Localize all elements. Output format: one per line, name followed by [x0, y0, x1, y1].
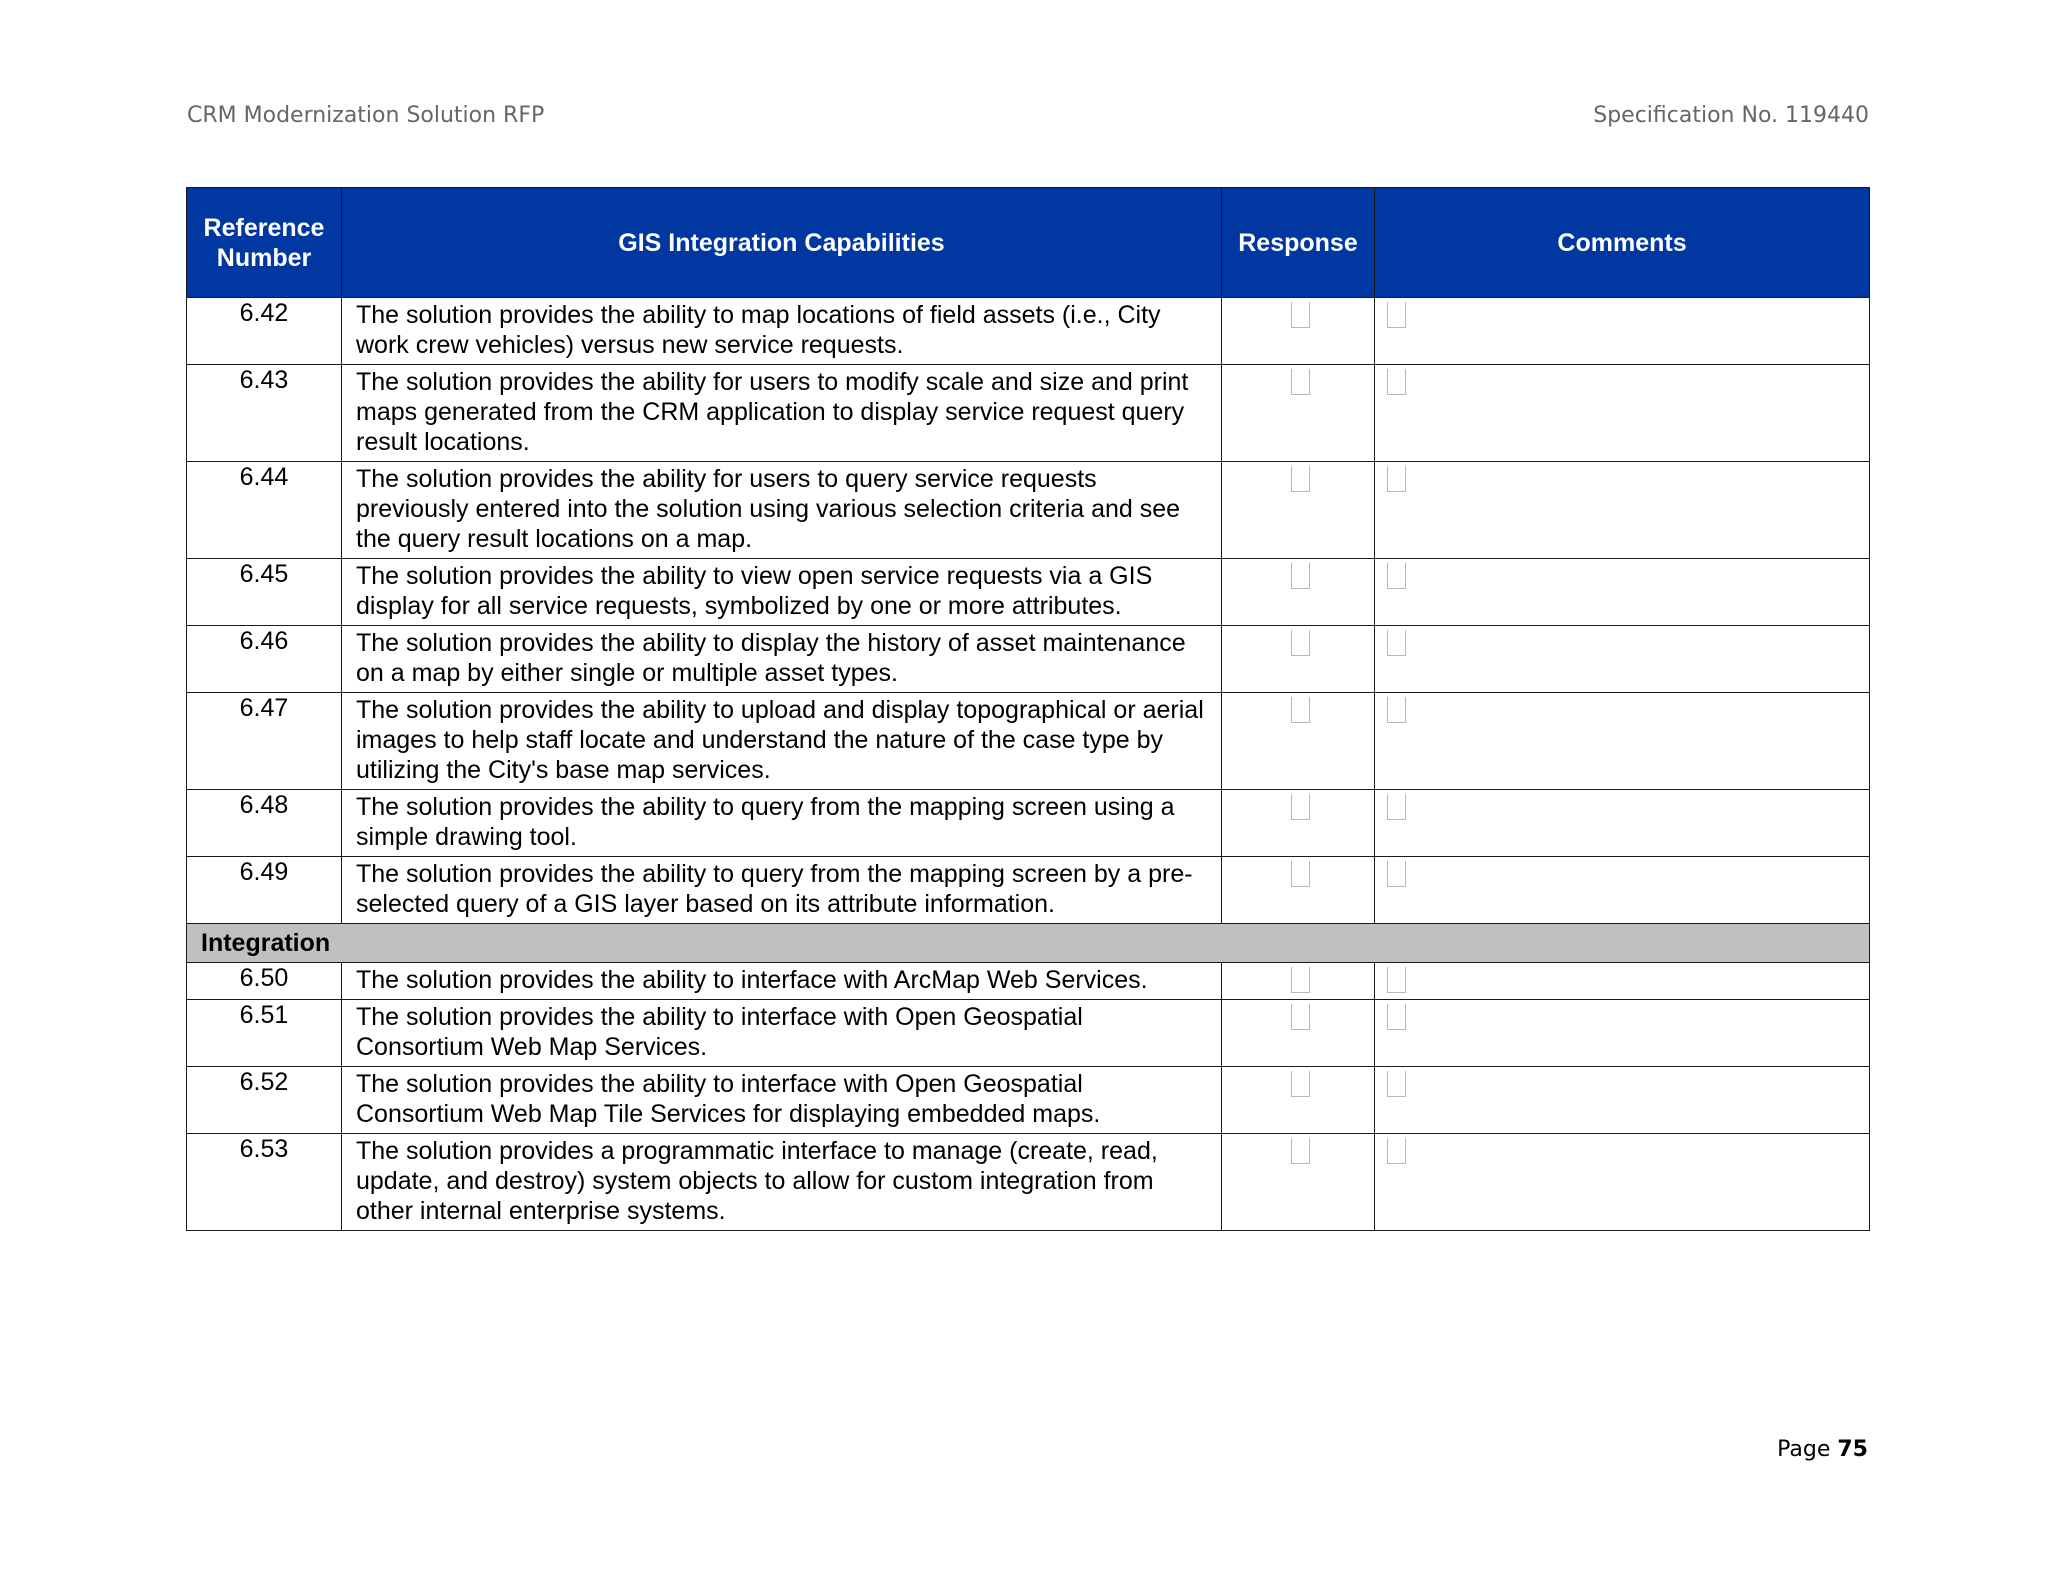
requirement-text: The solution provides the ability for users to modify scale and size and print maps generated from the CRM application to display service request query result locations.	[342, 365, 1222, 462]
column-header-comments: Comments	[1375, 188, 1870, 298]
response-field[interactable]	[1291, 466, 1310, 492]
requirement-text: The solution provides a programmatic interface to manage (create, read, update, and destroy) system objects to allow for custom integration from other internal enterprise systems.	[342, 1134, 1222, 1231]
table-row	[187, 790, 1870, 857]
table-row	[187, 1134, 1870, 1231]
comments-field[interactable]	[1387, 697, 1406, 723]
comments-cell[interactable]	[1375, 1067, 1870, 1134]
reference-number: 6.43	[187, 365, 342, 462]
comments-cell[interactable]	[1375, 1000, 1870, 1067]
page-label: Page	[1777, 1437, 1831, 1462]
response-field[interactable]	[1291, 697, 1310, 723]
column-header-reference: Reference Number	[187, 188, 342, 298]
response-cell[interactable]	[1222, 462, 1375, 559]
page-number	[1777, 1437, 1868, 1462]
response-cell[interactable]	[1222, 626, 1375, 693]
table-row	[187, 1000, 1870, 1067]
column-header-capabilities: GIS Integration Capabilities	[342, 188, 1222, 298]
comments-cell[interactable]	[1375, 365, 1870, 462]
reference-number: 6.48	[187, 790, 342, 857]
response-field[interactable]	[1291, 630, 1310, 656]
page-number-value: 75	[1837, 1437, 1868, 1462]
comments-cell[interactable]	[1375, 626, 1870, 693]
comments-cell[interactable]	[1375, 462, 1870, 559]
comments-cell[interactable]	[1375, 298, 1870, 365]
comments-cell[interactable]	[1375, 693, 1870, 790]
comments-field[interactable]	[1387, 861, 1406, 887]
comments-field[interactable]	[1387, 369, 1406, 395]
requirement-text: The solution provides the ability to upload and display topographical or aerial images to help staff locate and understand the nature of the case type by utilizing the City's base map services.	[342, 693, 1222, 790]
table-row	[187, 559, 1870, 626]
table-row	[187, 963, 1870, 1000]
response-cell[interactable]	[1222, 857, 1375, 924]
response-field[interactable]	[1291, 1004, 1310, 1030]
reference-number: 6.53	[187, 1134, 342, 1231]
requirement-text: The solution provides the ability to query from the mapping screen by a pre-selected query of a GIS layer based on its attribute information.	[342, 857, 1222, 924]
requirement-text: The solution provides the ability to interface with ArcMap Web Services.	[342, 963, 1222, 1000]
comments-cell[interactable]	[1375, 1134, 1870, 1231]
specification-number: Specification No. 119440	[1593, 103, 1869, 128]
document-header-title: CRM Modernization Solution RFP	[187, 103, 545, 128]
requirement-text: The solution provides the ability to interface with Open Geospatial Consortium Web Map Services.	[342, 1000, 1222, 1067]
requirement-text: The solution provides the ability to query from the mapping screen using a simple drawing tool.	[342, 790, 1222, 857]
comments-field[interactable]	[1387, 1071, 1406, 1097]
comments-cell[interactable]	[1375, 790, 1870, 857]
requirement-text: The solution provides the ability to view open service requests via a GIS display for all service requests, symbolized by one or more attributes.	[342, 559, 1222, 626]
response-cell[interactable]	[1222, 790, 1375, 857]
comments-cell[interactable]	[1375, 857, 1870, 924]
table-header-row	[187, 188, 1870, 298]
response-cell[interactable]	[1222, 693, 1375, 790]
table-row	[187, 626, 1870, 693]
reference-number: 6.52	[187, 1067, 342, 1134]
table-row	[187, 1067, 1870, 1134]
reference-number: 6.49	[187, 857, 342, 924]
comments-field[interactable]	[1387, 630, 1406, 656]
response-cell[interactable]	[1222, 963, 1375, 1000]
table-row	[187, 298, 1870, 365]
section-row	[187, 924, 1870, 963]
response-field[interactable]	[1291, 967, 1310, 993]
column-header-response: Response	[1222, 188, 1375, 298]
comments-field[interactable]	[1387, 794, 1406, 820]
response-cell[interactable]	[1222, 1067, 1375, 1134]
table-row	[187, 365, 1870, 462]
table-row	[187, 693, 1870, 790]
comments-field[interactable]	[1387, 967, 1406, 993]
integration-section	[187, 924, 1870, 963]
response-cell[interactable]	[1222, 559, 1375, 626]
response-field[interactable]	[1291, 1138, 1310, 1164]
gis-requirements-group	[187, 298, 1870, 924]
response-cell[interactable]	[1222, 1134, 1375, 1231]
reference-number: 6.42	[187, 298, 342, 365]
response-cell[interactable]	[1222, 365, 1375, 462]
integration-requirements-group	[187, 963, 1870, 1231]
comments-field[interactable]	[1387, 1004, 1406, 1030]
requirement-text: The solution provides the ability to interface with Open Geospatial Consortium Web Map Tile Services for displaying embedded maps.	[342, 1067, 1222, 1134]
comments-field[interactable]	[1387, 1138, 1406, 1164]
reference-number: 6.50	[187, 963, 342, 1000]
requirement-text: The solution provides the ability to display the history of asset maintenance on a map by either single or multiple asset types.	[342, 626, 1222, 693]
response-field[interactable]	[1291, 563, 1310, 589]
table-row	[187, 857, 1870, 924]
reference-number: 6.45	[187, 559, 342, 626]
reference-number: 6.44	[187, 462, 342, 559]
reference-number: 6.51	[187, 1000, 342, 1067]
comments-field[interactable]	[1387, 302, 1406, 328]
comments-cell[interactable]	[1375, 963, 1870, 1000]
requirement-text: The solution provides the ability for users to query service requests previously entered into the solution using various selection criteria and see the query result locations on a map.	[342, 462, 1222, 559]
requirements-table	[186, 187, 1870, 1231]
table-row	[187, 462, 1870, 559]
reference-number: 6.47	[187, 693, 342, 790]
response-cell[interactable]	[1222, 1000, 1375, 1067]
comments-field[interactable]	[1387, 563, 1406, 589]
requirement-text: The solution provides the ability to map locations of field assets (i.e., City work crew vehicles) versus new service requests.	[342, 298, 1222, 365]
response-field[interactable]	[1291, 369, 1310, 395]
response-field[interactable]	[1291, 1071, 1310, 1097]
response-cell[interactable]	[1222, 298, 1375, 365]
response-field[interactable]	[1291, 861, 1310, 887]
response-field[interactable]	[1291, 794, 1310, 820]
comments-cell[interactable]	[1375, 559, 1870, 626]
section-label-integration: Integration	[187, 924, 1870, 963]
response-field[interactable]	[1291, 302, 1310, 328]
reference-number: 6.46	[187, 626, 342, 693]
comments-field[interactable]	[1387, 466, 1406, 492]
